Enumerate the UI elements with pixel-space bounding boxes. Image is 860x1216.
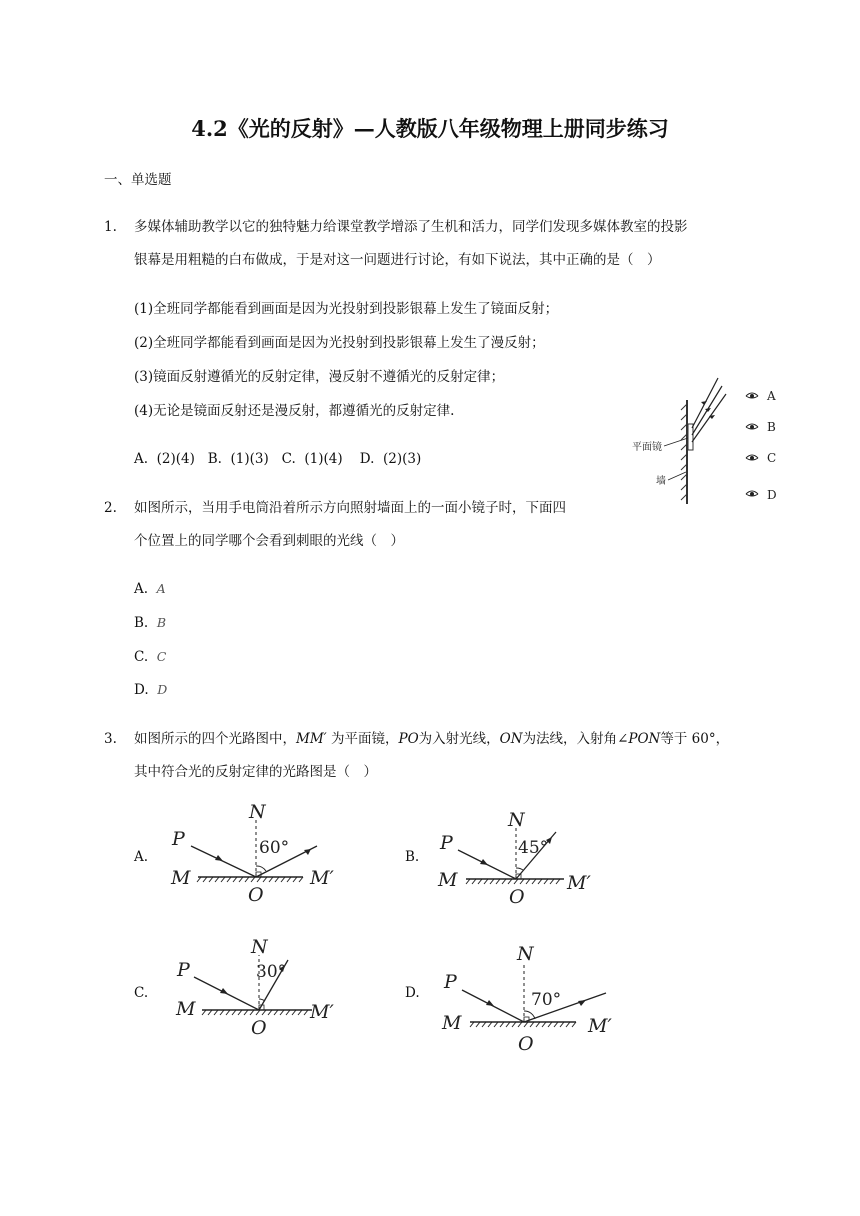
svg-text:B: B — [767, 420, 776, 434]
svg-text:D: D — [767, 488, 777, 502]
q2-mirror-figure — [628, 372, 788, 512]
q3-stem-line1: 如图所示的四个光路图中，MM′ 为平面镜，PO为入射光线，ON为法线，入射角∠PON等于 60°， — [134, 731, 730, 747]
eye-icon-b — [746, 424, 758, 429]
q2-option-d: D. D — [134, 682, 168, 698]
svg-text:M′: M′ — [588, 1015, 612, 1037]
q3-option-b-letter: B. — [405, 849, 420, 865]
q1-statement-3: (3)镜面反射遵循光的反射定律，漫反射不遵循光的反射定律； — [134, 369, 505, 385]
q1-number: 1. — [104, 219, 117, 235]
svg-text:P: P — [444, 971, 457, 993]
q2-option-c: C. C — [134, 649, 167, 665]
q3-option-c-letter: C. — [134, 985, 149, 1001]
svg-text:N: N — [508, 809, 525, 831]
q2-stem-line1: 如图所示，当用手电筒沿着所示方向照射墙面上的一面小镜子时，下面四 — [134, 500, 566, 516]
q2-option-a: A. A — [134, 581, 166, 597]
svg-text:M: M — [438, 869, 458, 891]
q3-option-d-letter: D. — [405, 985, 420, 1001]
eye-icon-a — [746, 393, 758, 398]
q1-stem-line1: 多媒体辅助教学以它的独特魅力给课堂教学增添了生机和活力，同学们发现多媒体教室的投影 — [134, 219, 688, 235]
eye-icon-d — [746, 491, 758, 496]
q2-option-b: B. B — [134, 615, 166, 631]
svg-text:M′: M′ — [567, 872, 591, 894]
svg-text:O: O — [251, 1017, 267, 1039]
q1-options: A. (2)(4) B. (1)(3) C. (1)(4) D. (2)(3) — [134, 451, 422, 467]
wall-label: 墙 — [656, 476, 666, 487]
svg-text:O: O — [518, 1033, 534, 1055]
angle-label-d: 70° — [531, 990, 562, 1010]
svg-text:P: P — [177, 959, 190, 981]
q3-figure-d — [436, 932, 636, 1057]
q3-figure-b — [436, 806, 636, 908]
svg-text:A: A — [767, 389, 776, 403]
mirror-label: 平面镜 — [632, 442, 662, 453]
svg-text:M: M — [176, 998, 196, 1020]
angle-label-a: 60° — [259, 838, 290, 858]
svg-text:N: N — [249, 801, 266, 823]
angle-label-c: 30° — [256, 962, 287, 982]
q3-option-a-letter: A. — [134, 849, 149, 865]
angle-label-b: 45° — [518, 838, 549, 858]
eye-icon-c — [746, 455, 758, 460]
q3-number: 3. — [104, 731, 117, 747]
page-title: 4.2《光的反射》—人教版八年级物理上册同步练习 — [191, 116, 669, 141]
q2-number: 2. — [104, 500, 117, 516]
q1-statement-1: (1)全班同学都能看到画面是因为光投射到投影银幕上发生了镜面反射； — [134, 301, 559, 317]
svg-text:P: P — [440, 832, 453, 854]
q1-statement-2: (2)全班同学都能看到画面是因为光投射到投影银幕上发生了漫反射； — [134, 335, 545, 351]
svg-text:N: N — [517, 943, 534, 965]
section-heading: 一、单选题 — [104, 172, 172, 188]
q3-figure-c — [172, 933, 372, 1038]
svg-text:O: O — [509, 886, 525, 908]
q1-statement-4: (4)无论是镜面反射还是漫反射，都遵循光的反射定律. — [134, 403, 455, 419]
svg-text:M′: M′ — [310, 1001, 334, 1023]
svg-text:C: C — [767, 451, 777, 465]
svg-text:P: P — [172, 828, 185, 850]
q1-stem-line2: 银幕是用粗糙的白布做成，于是对这一问题进行讨论，有如下说法，其中正确的是（ ） — [134, 252, 661, 268]
q3-stem-line2: 其中符合光的反射定律的光路图是（ ） — [134, 764, 377, 780]
q3-figure-a — [163, 800, 363, 906]
svg-text:M: M — [442, 1012, 462, 1034]
svg-text:N: N — [251, 936, 268, 958]
svg-text:M′: M′ — [310, 867, 334, 889]
q2-stem-line2: 个位置上的同学哪个会看到刺眼的光线（ ） — [134, 533, 404, 549]
svg-text:O: O — [248, 884, 264, 906]
svg-text:M: M — [171, 867, 191, 889]
